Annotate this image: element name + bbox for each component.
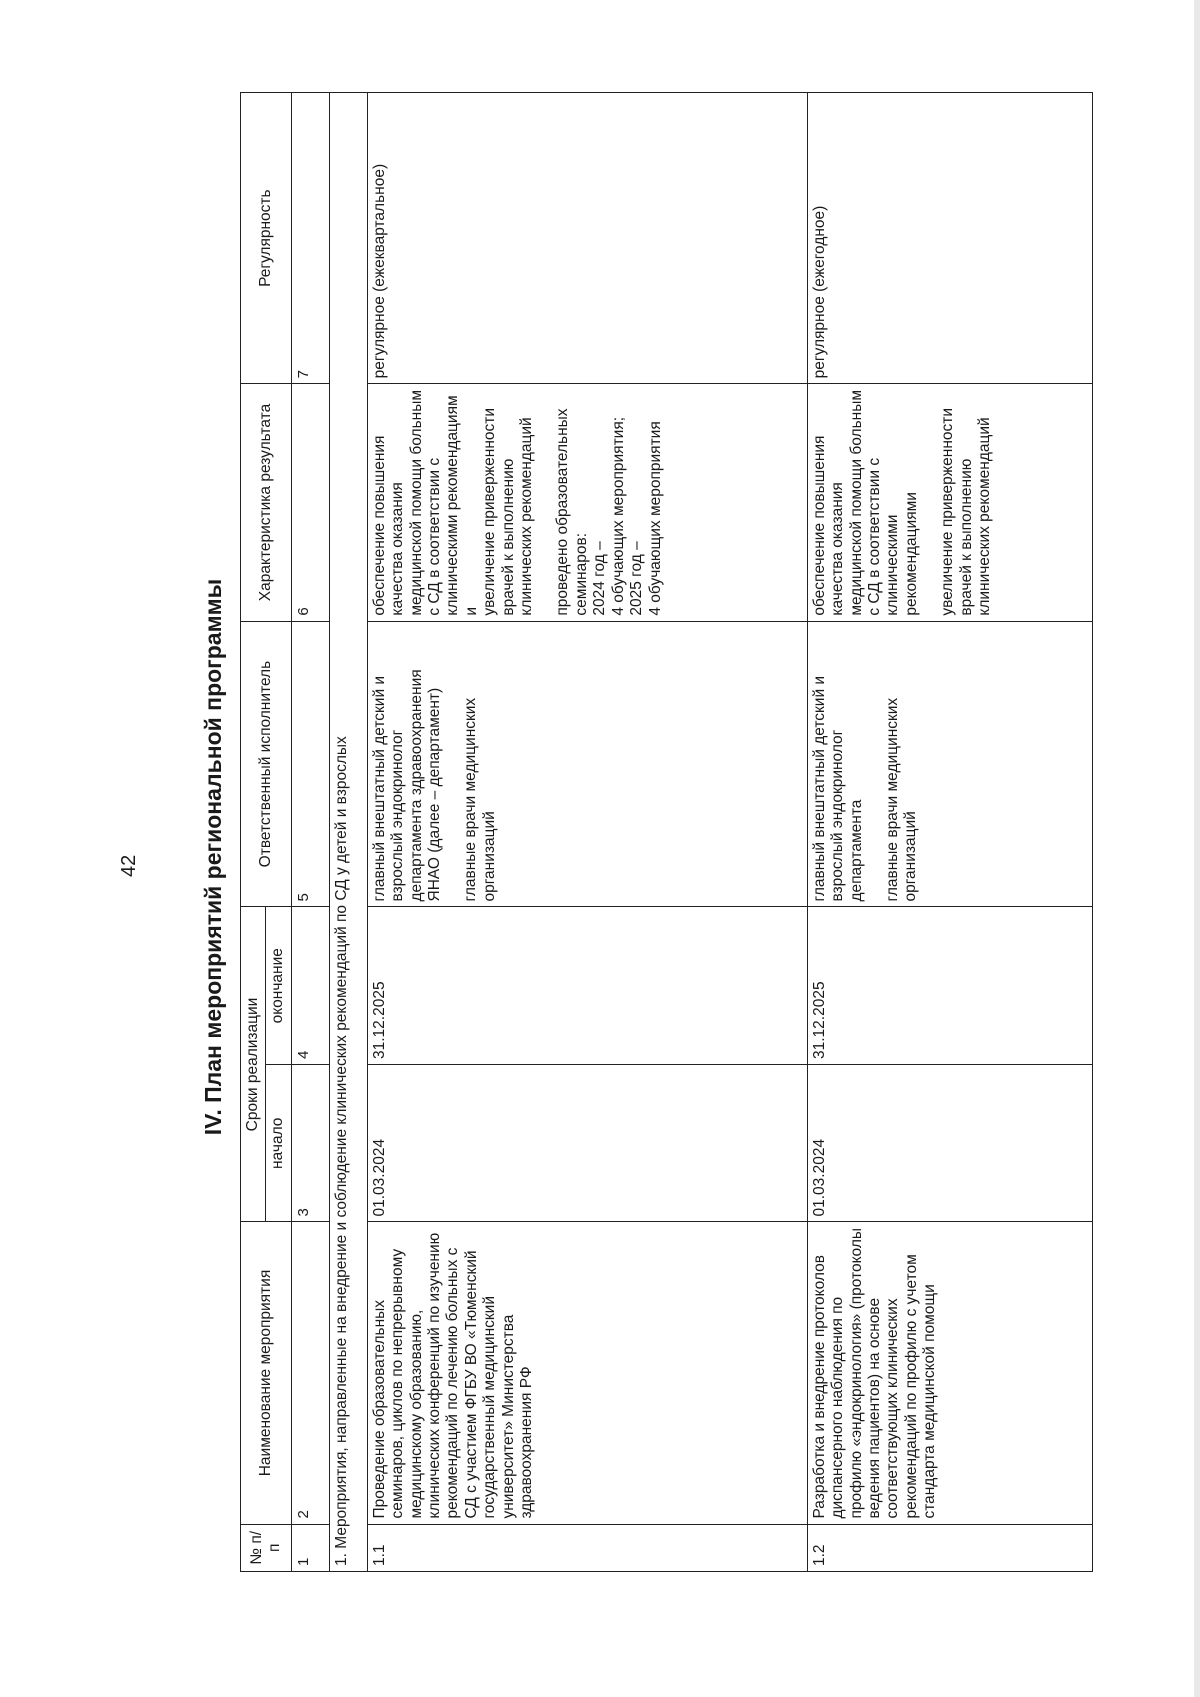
section-row <box>329 93 367 1572</box>
result-text: 2024 год – <box>591 541 609 616</box>
event-name: Проведение образовательных семинаров, циклов по непрерывному медицинскому образованию, клинических конференций по изучению рекомендаций по лечению больных с СД с участием ФГБУ ВО «Тюменский государственный медицинский университет» Министерства здравоохранения РФ <box>367 1222 807 1524</box>
result-text: увеличение приверженности врачей к выполнению клинических рекомендаций <box>939 407 994 616</box>
column-number: 4 <box>291 907 329 1065</box>
header-end: окончание <box>266 907 291 1065</box>
column-numbers-row <box>291 93 329 1572</box>
row-number: 1.1 <box>367 1524 807 1571</box>
plan-table <box>240 92 1093 1572</box>
result-text: увеличение приверженности врачей к выполнению клинических рекомендаций <box>481 407 536 616</box>
result-cell <box>367 384 807 621</box>
responsible-cell <box>367 621 807 907</box>
end-date: 31.12.2025 <box>367 907 807 1065</box>
row-number: 1.2 <box>807 1524 1092 1571</box>
header-row <box>241 93 266 1572</box>
result-text: 2025 год – <box>628 541 646 616</box>
result-cell <box>807 384 1092 621</box>
start-date: 01.03.2024 <box>807 1065 1092 1222</box>
responsible-text: главный внештатный детский и взрослый эндокринолог департамента <box>810 675 865 902</box>
result-text: проведено образовательных семинаров: <box>554 408 590 616</box>
column-number: 7 <box>291 93 329 384</box>
table-row <box>807 93 1092 1572</box>
responsible-text: главные врачи медицинских организаций <box>884 697 920 902</box>
responsible-cell <box>807 621 1092 907</box>
regularity-cell: регулярное (ежегодное) <box>807 93 1092 384</box>
result-text: 4 обучающих мероприятия <box>646 421 664 616</box>
section-title: 1. Мероприятия, направленные на внедрение и соблюдение клинических рекомендаций по СД у детей и взрослых <box>329 93 367 1572</box>
header-result: Характеристика результата <box>241 384 292 621</box>
responsible-text: главные врачи медицинских организаций <box>462 697 498 902</box>
regularity-cell: регулярное (ежеквартальное) <box>367 93 807 384</box>
result-text: 4 обучающих мероприятия; <box>609 416 627 616</box>
event-name: Разработка и внедрение протоколов диспансерного наблюдения по профилю «эндокринология» (протоколы ведения пациентов) на основе соответствующих клинических рекомендаций по профилю с учетом стандарта медицинской помощи <box>807 1222 1092 1524</box>
page-number: 42 <box>118 854 140 877</box>
header-no: № п/п <box>241 1524 292 1571</box>
column-number: 6 <box>291 384 329 621</box>
column-number: 2 <box>291 1222 329 1524</box>
header-name: Наименование мероприятия <box>241 1222 292 1524</box>
header-terms: Сроки реализации <box>241 907 266 1222</box>
column-number: 3 <box>291 1065 329 1222</box>
column-number: 5 <box>291 621 329 907</box>
responsible-text: главный внештатный детский и взрослый эндокринолог департамента здравоохранения ЯНАО (далее – департамент) <box>370 669 444 902</box>
table-row <box>367 93 807 1572</box>
end-date: 31.12.2025 <box>807 907 1092 1065</box>
column-number: 1 <box>291 1524 329 1571</box>
start-date: 01.03.2024 <box>367 1065 807 1222</box>
result-text: обеспечение повышения качества оказания медицинской помощи больным с СД в соответствии с клиническими рекомендациям и <box>370 389 480 616</box>
page-title: IV. План мероприятий региональной программы <box>200 578 226 1136</box>
result-text: обеспечение повышения качества оказания медицинской помощи больным с СД в соответствии с клиническими рекомендациями <box>810 389 920 616</box>
header-responsible: Ответственный исполнитель <box>241 621 292 907</box>
header-start: начало <box>266 1065 291 1222</box>
header-regularity: Регулярность <box>241 93 292 384</box>
